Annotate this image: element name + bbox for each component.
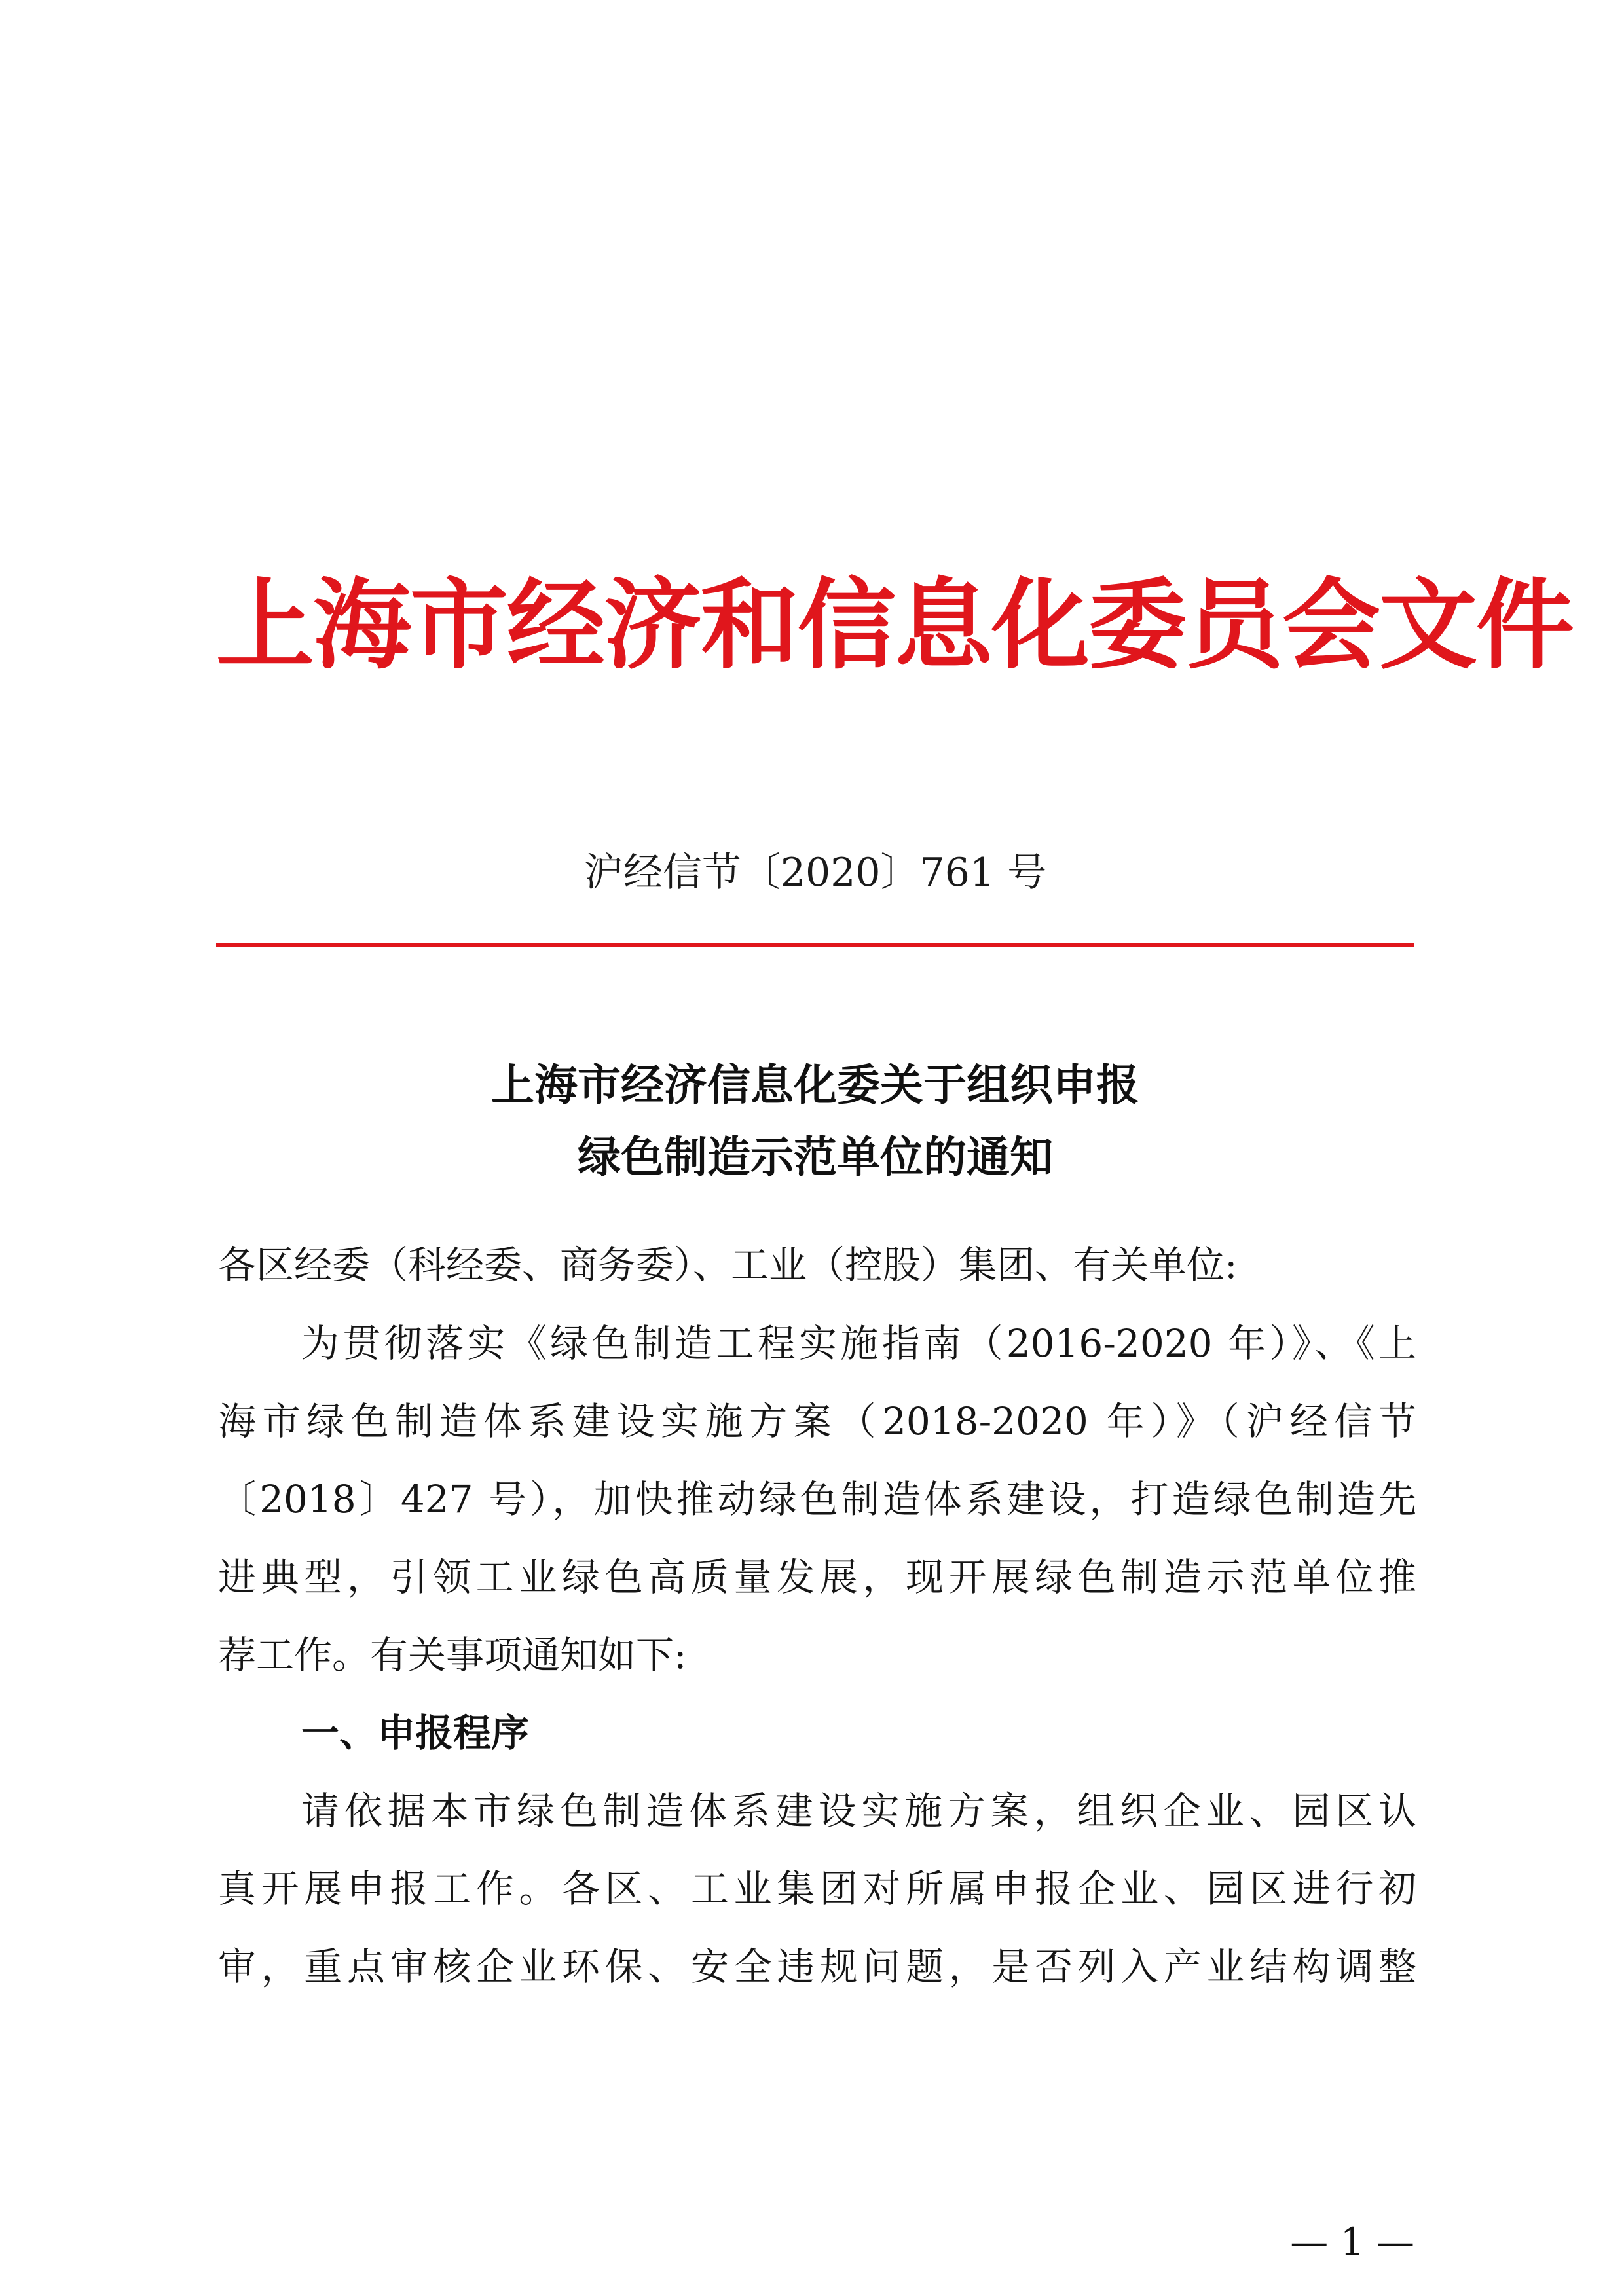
intro-line-1: 为贯彻落实《绿色制造工程实施指南（2016-2020 年）》、《上 (301, 1321, 1416, 1366)
issuer-header: 上海市经济和信息化委员会文件 (216, 568, 1574, 683)
notice-title (216, 1049, 1414, 1193)
section-1-line-2: 真开展申报工作。各区、工业集团对所属申报企业、园区进行初 (218, 1867, 1416, 1911)
salutation: 各区经委（科经委、商务委）、工业（控股）集团、有关单位: (218, 1243, 1238, 1287)
notice-title-line-2: 绿色制造示范单位的通知 (578, 1131, 1053, 1182)
intro-line-3: 〔2018〕427 号），加快推动绿色制造体系建设，打造绿色制造先 (218, 1477, 1416, 1522)
notice-title-line-1: 上海市经济信息化委关于组织申报 (491, 1059, 1139, 1110)
section-1-line-3: 审，重点审核企业环保、安全违规问题，是否列入产业结构调整 (218, 1944, 1416, 1989)
section-1-line-1: 请依据本市绿色制造体系建设实施方案，组织企业、园区认 (301, 1789, 1416, 1833)
page-number: — 1 — (1290, 2219, 1414, 2264)
section-1-heading: 一、申报程序 (301, 1711, 530, 1755)
intro-line-2: 海市绿色制造体系建设实施方案（2018-2020 年）》（沪经信节 (218, 1399, 1416, 1444)
red-separator-line (216, 943, 1414, 947)
intro-line-5: 荐工作。有关事项通知如下: (218, 1633, 687, 1677)
intro-line-4: 进典型，引领工业绿色高质量发展，现开展绿色制造示范单位推 (218, 1555, 1416, 1599)
document-number: 沪经信节〔2020〕761 号 (583, 850, 1047, 896)
